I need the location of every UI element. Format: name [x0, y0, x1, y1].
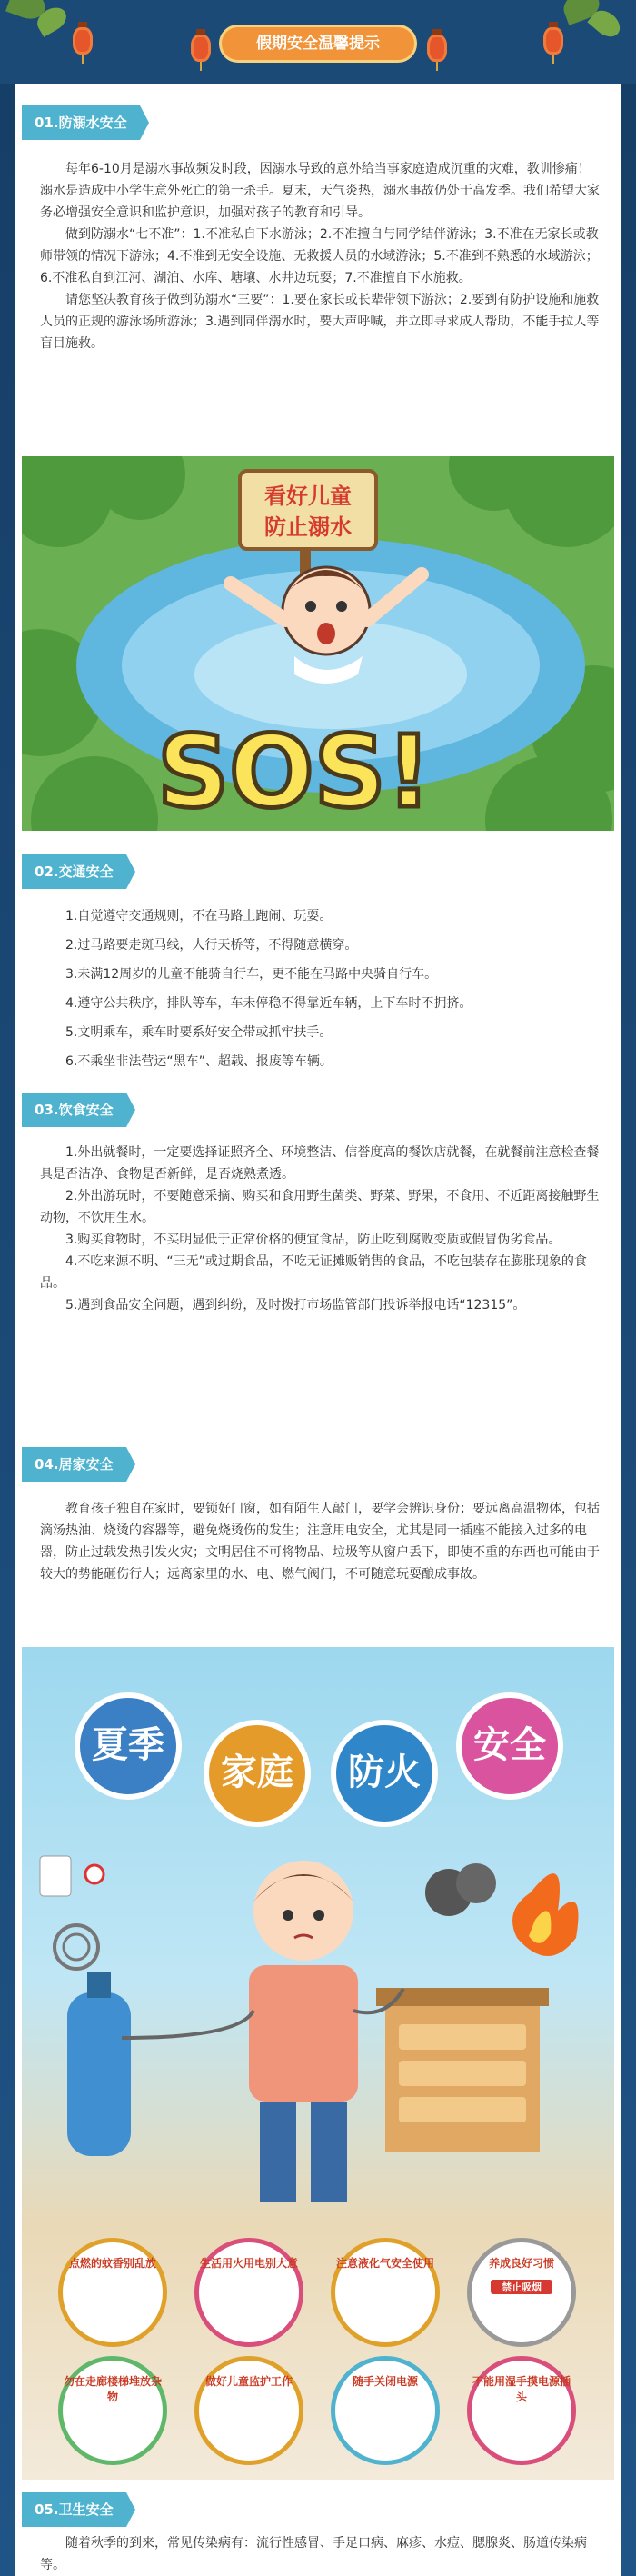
tip-good-habits	[467, 2238, 576, 2347]
section-tag: 02.交通安全	[22, 854, 126, 889]
paragraph: 随着秋季的到来，常见传染病有：流行性感冒、手足口病、麻疹、水痘、腮腺炎、肠道传染病等。	[40, 2536, 587, 2572]
tip-corridor	[58, 2356, 167, 2465]
section-list	[40, 905, 601, 1080]
paragraph: 1.外出就餐时，一定要选择证照齐全、环境整洁、信誉度高的餐饮店就餐，在就餐前注意检查餐具是否洁净、食物是否新鲜，是否烧熟煮透。	[40, 1145, 600, 1182]
tip-power-off	[331, 2356, 440, 2465]
paragraph: 5.遇到食品安全问题，遇到纠纷，及时拨打市场监管部门投诉举报电话“12315”。	[65, 1298, 526, 1313]
section-tag: 04.居家安全	[22, 1447, 126, 1482]
paragraph: 每年6-10月是溺水事故频发时段，因溺水导致的意外给当事家庭造成沉重的灾难，教训惨痛！溺水是造成中小学生意外死亡的第一杀手。夏末，天气炎热，溺水事故仍处于高发季。我们希望大家务必增强安全意识和监护意识，加强对孩子的教育和引导。	[40, 162, 600, 220]
section-text	[40, 1498, 601, 1585]
section-text	[40, 1142, 601, 1316]
bubble-summer: 夏季	[75, 1692, 182, 1800]
page-title: 假期安全温馨提示	[219, 25, 417, 63]
section-tag: 01.防溺水安全	[22, 105, 140, 140]
tip-child-supervision	[194, 2356, 303, 2465]
tip-label: 随手关闭电源	[352, 2375, 418, 2388]
tip-lpg	[331, 2238, 440, 2347]
section-tag: 03.饮食安全	[22, 1093, 126, 1127]
article-body	[15, 84, 621, 2576]
list-item: 1.自觉遵守交通规则，不在马路上跑闹、玩耍。	[65, 909, 333, 924]
tip-label: 生活用火用电别大意	[199, 2257, 298, 2270]
lantern-icon	[73, 27, 93, 55]
header-banner	[0, 0, 636, 84]
sos-text: SOS!	[156, 714, 432, 830]
bubble-fire: 防火	[331, 1720, 438, 1827]
section-tag: 05.卫生安全	[22, 2492, 126, 2527]
lantern-icon	[427, 35, 447, 62]
kitchen-scene	[22, 1829, 614, 2229]
tip-mosquito-coil	[58, 2238, 167, 2347]
drowning-scene	[22, 456, 614, 831]
tip-label: 养成良好习惯	[488, 2257, 554, 2270]
tip-fire-electric	[194, 2238, 303, 2347]
list-item: 2.过马路要走斑马线，人行天桥等，不得随意横穿。	[65, 938, 358, 953]
paragraph: 做到防溺水“七不准”：1.不准私自下水游泳；2.不准擅自与同学结伴游泳；3.不准在无家长或教师带领的情况下游泳；4.不准到无安全设施、无救援人员的水域游泳；5.不准到不熟悉的水域游泳；6.不准私自到江河、湖泊、水库、塘壤、水井边玩耍；7.不准擅自下水施救。	[40, 227, 599, 285]
paragraph: 请您坚决教育孩子做到防溺水“三要”：1.要在家长或长辈带领下游泳；2.要到有防护设施和施救人员的正规的游泳场所游泳；3.遇到同伴溺水时，要大声呼喊，并立即寻求成人帮助，不能手拉人等盲目施救。	[40, 293, 600, 351]
no-smoking-label: 禁止吸烟	[491, 2280, 552, 2294]
lantern-icon	[191, 35, 211, 62]
tip-wet-hands	[467, 2356, 576, 2465]
paragraph: 4.不吃来源不明、“三无”或过期食品，不吃无证摊贩销售的食品，不吃包装存在膨胀现象的食品。	[40, 1254, 587, 1291]
tip-label: 注意液化气安全使用	[335, 2257, 434, 2270]
section-text	[40, 158, 601, 354]
tip-label: 不能用湿手摸电源插头	[472, 2375, 571, 2403]
list-item: 5.文明乘车，乘车时要系好安全带或抓牢扶手。	[65, 1025, 333, 1040]
paragraph: 3.购买食物时，不买明显低于正常价格的便宜食品，防止吃到腐败变质或假冒伪劣食品。	[65, 1233, 561, 1247]
bubble-safety: 安全	[456, 1692, 563, 1800]
paragraph: 2.外出游玩时，不要随意采摘、购买和食用野生菌类、野菜、野果，不食用、不近距离接触野生动物，不饮用生水。	[40, 1189, 600, 1225]
tip-label: 做好儿童监护工作	[204, 2375, 293, 2388]
list-item: 3.未满12周岁的儿童不能骑自行车，更不能在马路中央骑自行车。	[65, 967, 438, 982]
lantern-icon	[543, 27, 563, 55]
section-text	[40, 2532, 601, 2576]
tip-label: 勿在走廊楼梯堆放杂物	[63, 2375, 162, 2403]
paragraph: 教育孩子独自在家时，要锁好门窗，如有陌生人敲门，要学会辨识身份；要远离高温物体，包括滴汤热油、烧烫的容器等，避免烧烫伤的发生；注意用电安全，尤其是同一插座不能接入过多的电器，防止过载发热引发火灾；文明居住不可将物品、垃圾等从窗户丢下，即使不重的东西也可能由于较大的势能砸伤行人；远离家里的水、电、燃气阀门，不可随意玩耍酿成事故。	[40, 1502, 600, 1582]
bubble-home: 家庭	[204, 1720, 311, 1827]
list-item: 4.遵守公共秩序，排队等车，车未停稳不得靠近车辆，上下车时不拥挤。	[65, 996, 472, 1011]
sign-line2: 防止溺水	[264, 514, 352, 540]
drowning-illustration	[22, 456, 614, 831]
tip-label: 点燃的蚊香别乱放	[68, 2257, 156, 2270]
home-fire-safety-illustration	[22, 1647, 614, 2480]
sign-line1: 看好儿童	[264, 484, 352, 509]
list-item: 6.不乘坐非法营运“黑车”、超载、报废等车辆。	[65, 1054, 333, 1069]
